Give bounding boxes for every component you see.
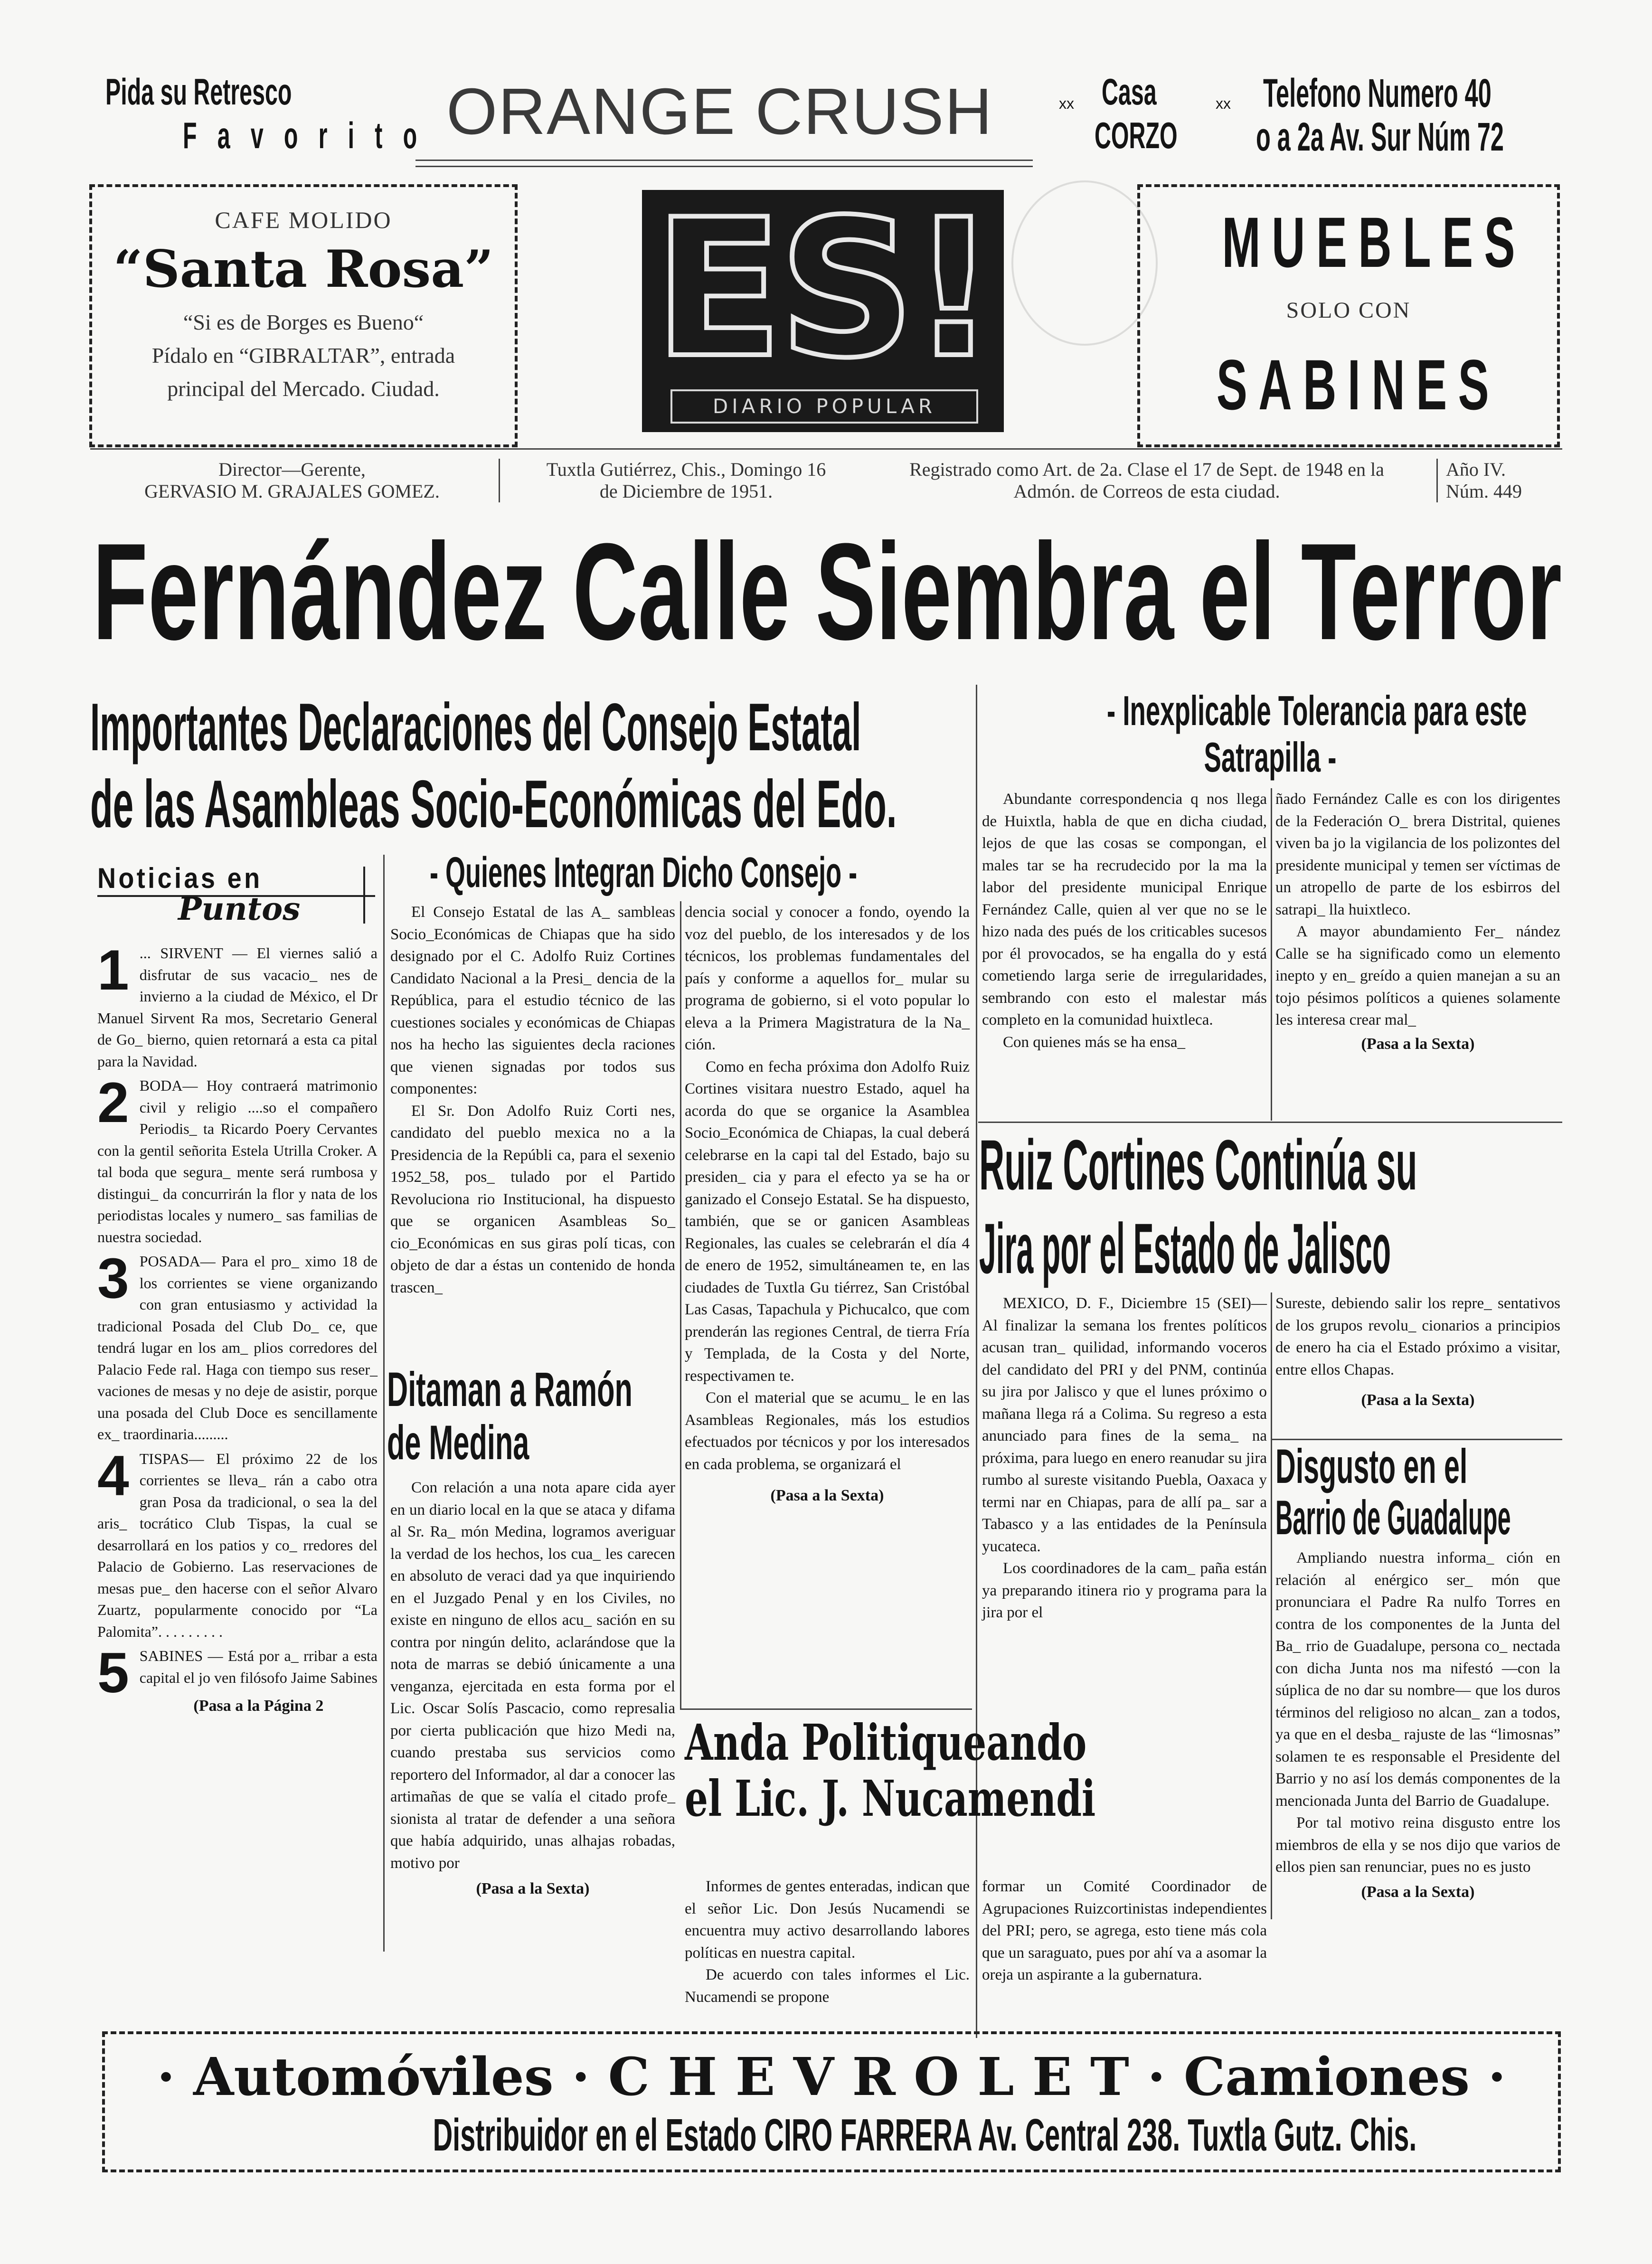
tolerancia-title — [978, 688, 1562, 734]
dateline-divider-2 — [1436, 459, 1438, 502]
ad-chevrolet — [102, 2031, 1561, 2172]
tolerancia-col2-p1: ñado Fernández Calle es con los dirigentes de la Federación O_ brera Distrital, quienes viven ba jo la vigilancia de los polizontes del presidente municipal y temen ser víctimas de un atropello de parte de los esbirros del satrapi_ lla huixtleco. — [1275, 791, 1560, 918]
disgusto-title-line2: Barrio de Guadalupe — [1275, 1490, 1511, 1545]
logo-title: ES! — [653, 179, 992, 400]
ruiz-pasa: (Pasa a la Sexta) — [1361, 1391, 1475, 1409]
dateline-director-label: Director—Gerente, — [218, 459, 366, 480]
noticias-column — [97, 938, 378, 1717]
ditaman-text: Con relación a una nota apare cida ayer en un diario local en la que se ataca y difama al Sr. Ra_ món Medina, logramos averiguar la verdad de los hechos, los cua_ les carecen en absoluto de veraci dad ya que inquiriendo en el Juzgado Penal y en los Civiles, no existe en ninguno de ellos acu_ sación en su contra por ningún delito, aclarándose que la nota de marras se debió únicamente a una venganza, ejercitada en esta forma por el Lic. Oscar Solís Pascacio, como represalia por cierta publicación que hizo Medi na, cuando prestaba sus servicios como reportero del Informador, al dar a conocer las artimañas de que se valía el citado profe_ sionista al tratar de defender a una señora que había adquirido, unas alhajas robadas, motivo por — [390, 1479, 675, 1872]
dateline-lugar-fecha — [506, 459, 867, 502]
masthead-xx-2: xx — [1216, 95, 1231, 112]
ad-cafe-line2: “Si es de Borges es Bueno“ — [183, 310, 424, 334]
dateline-anio-numero — [1446, 459, 1560, 502]
noticias-pasa: (Pasa a la Página 2 — [193, 1697, 324, 1715]
ditaman-text-block — [390, 1477, 675, 1900]
masthead-pida: Pida su Retresco — [105, 71, 292, 113]
ad-chevrolet-line1: · Automóviles · C H E V R O L E T · Camiones · — [157, 2046, 1506, 2107]
ad-muebles-line3: SABINES — [1216, 345, 1501, 424]
ad-cafe-line3: Pídalo en “GIBRALTAR”, entrada — [151, 343, 455, 368]
ad-chevrolet-line2: Distribuidor en el Estado CIRO FARRERA Av. Central 238. Tuxtla Gutz. Chis. — [433, 2110, 1417, 2160]
dateline-registro2: Admón. de Correos de esta ciudad. — [1013, 481, 1280, 502]
masthead-xx-1: xx — [1059, 95, 1074, 112]
column-rule-2 — [680, 901, 681, 1708]
main-headline: Fernández Calle Siembra el Terror — [93, 515, 1562, 669]
disgusto-title-line1: Disgusto en el — [1275, 1439, 1468, 1493]
dateline-numero: Núm. 449 — [1446, 481, 1522, 502]
dateline-anio: Año IV. — [1446, 459, 1506, 480]
noticias-item-5 — [97, 1641, 378, 1705]
noticias-item-text: TISPAS— El próximo 22 de los corrientes se lleva_ rán a cabo otra gran Posa da tradicional, o sea la del aris_ tocrático Club Tispas, la cual se desarrollará en los patios y co_ rredores del Palacio de Gobierno. Las reservaciones de mesas pue_ den hacerse con el señor Alvaro Zuartz, popularmente conocido por “La Palomita”. . . . . . . . . — [97, 1450, 378, 1640]
column-rule-3 — [1271, 788, 1272, 1121]
noticias-header-top: Noticias en — [97, 862, 263, 894]
tolerancia-title-line2: Satrapilla - — [1204, 734, 1337, 781]
ruiz-title-line1: Ruiz Cortines Continúa su — [979, 1125, 1417, 1205]
tolerancia-col1-p2: Con quienes más se ha ensa_ — [1003, 1033, 1185, 1051]
dateline-director — [95, 459, 489, 502]
ditaman-pasa: (Pasa a la Sexta) — [476, 1880, 590, 1897]
story1-col1-p1: El Consejo Estatal de las A_ sambleas Socio_Económicas de Chiapas que ha sido designado por el C. Adolfo Ruiz Cortines Candidato Nacional a la Presi_ dencia de la República, para el estudio técnico de las cuestiones sociales y económicas de Chiapas nos ha hecho las siguientes decla raciones que vienen signadas por todos sus componentes: — [390, 904, 675, 1097]
masthead-casa: Casa — [1102, 71, 1157, 113]
column-rule-1 — [383, 855, 385, 1952]
nucamendi-title-line1: Anda Politiqueando — [685, 1713, 1087, 1772]
story1-col2-p1: dencia social y conocer a fondo, oyendo la voz del pueblo, de los interesados y de los técnicos, los problemas fundamentales del país y conforme a aquellos for_ mular su programa de gobierno, si el voto popular lo eleva a la Primera Magistratura de la Na_ ción. — [685, 904, 970, 1053]
disgusto-text2: Por tal motivo reina disgusto entre los miembros de ella y se nos dijo que varios de ellos pien san renunciar, pues no es justo — [1275, 1814, 1560, 1876]
noticias-header-bracket — [363, 867, 365, 924]
ditaman-title-line1: Ditaman a Ramón — [387, 1362, 632, 1416]
noticias-item-number: 4 — [97, 1443, 129, 1508]
ad-cafe-line1: CAFE MOLIDO — [215, 207, 392, 233]
dateline-divider-1 — [499, 459, 500, 502]
masthead-direccion: o a 2a Av. Sur Núm 72 — [1256, 114, 1504, 159]
story1-col2 — [685, 901, 970, 1507]
column-rule-4 — [1271, 1292, 1272, 1919]
story1-pasa: (Pasa a la Sexta) — [770, 1487, 884, 1504]
story1-title-line1: Importantes Declaraciones del Consejo Estatal — [90, 689, 861, 765]
story1-col1 — [390, 901, 675, 1299]
noticias-header-script: Puntos — [178, 890, 301, 927]
masthead-brand-underline — [415, 160, 1033, 167]
ad-cafe-name: “Santa Rosa” — [113, 239, 494, 299]
story1-subtitle: - Quienes Integran Dicho Consejo - — [430, 849, 858, 896]
dateline-registro1: Registrado como Art. de 2a. Clase el 17 de Sept. de 1948 en la — [909, 459, 1384, 480]
ruiz-col1-p1: MEXICO, D. F., Diciembre 15 (SEI)— Al finalizar la semana los frentes políticos acusan tran_ quilidad, informando voceros del candidato del PRI y del PNM, continúa su jira por Jalisco y que el lunes próximo o mañana llega rá a Colima. Su regreso a esta anunciado para fines de la sema_ na próxima, para luego en enero reanudar su jira rumbo al sureste visitando Puebla, Oaxaca y termi nar en Chiapas, para de allí pa_ sar a Tabasco y a las entidades de la Península yucateca. — [982, 1295, 1267, 1555]
noticias-item-text: POSADA— Para el pro_ ximo 18 de los corrientes se viene organizando con gran entusiasmo y actividad la tradicional Posada del Club Do_ ce, que tendrá lugar en los am_ plios corredores del Palacio Fede ral. Haga con tiempo sus reser_ vaciones de mesas y no deje de asistir, porque una posada del Club Doce es sencillamente ex_ traordinaria......... — [97, 1253, 378, 1443]
ad-muebles-sabines — [1137, 184, 1560, 447]
masthead-favorito: F a v o r i t o — [183, 114, 425, 156]
masthead-telefono: Telefono Numero 40 — [1263, 71, 1492, 115]
noticias-item-text: BODA— Hoy contraerá matrimonio civil y religio ....so el compañero Periodis_ ta Ricardo Poery Cervantes con la gentil señorita Estela Utrilla Croker. A tal boda que segura_ mente será rumbosa y distingui_ da concurrirán la flor y nata de los periodistas locales y numero_ sas familias de nuestra sociedad. — [97, 1077, 378, 1245]
tolerancia-col1 — [982, 788, 1267, 1053]
ad-muebles-line1: MUEBLES — [1222, 202, 1526, 282]
tolerancia-col2-p2: A mayor abundamiento Fer_ nández Calle se ha significado como un elemento inepto y en_ greído a quien manejan a su an tojo pésimos políticos a quienes solamente les interesa crear mal_ — [1275, 923, 1560, 1028]
disgusto-text-block — [1275, 1547, 1560, 1903]
noticias-header — [97, 862, 375, 926]
ruiz-title-line2: Jira por el Estado de Jalisco — [979, 1208, 1391, 1288]
ad-cafe-santa-rosa — [89, 184, 518, 447]
masthead-corzo: CORZO — [1095, 114, 1178, 156]
ad-cafe-line4: principal del Mercado. Ciudad. — [167, 377, 440, 401]
noticias-item-3 — [97, 1246, 378, 1445]
noticias-item-2 — [97, 1071, 378, 1248]
nucamendi-col2-p1: formar un Comité Coordinador de Agrupaciones Ruizcortinistas independientes del PRI; pero, se agrega, esto tiene más cola que un saraguato, pues por ahí va a asomar la oreja un aspirante a la gubernatura. — [982, 1878, 1267, 1983]
tolerancia-col1-p1: Abundante correspondencia q nos llega de Huixtla, habla de que en dicha ciudad, lejos de que las cosas se compongan, el males tar se ha recrudecido por la ma la labor del presidente municipal Enrique Fernández Calle, quien al ver que no se le hizo nada des pués de los criticables sucesos por él provocados, se ha engalla do y está cometiendo larga serie de irregularidades, sembrando con esto el malestar más completo en la comunidad huixtleca. — [982, 791, 1267, 1028]
noticias-item-number: 5 — [97, 1641, 129, 1705]
dateline-registro — [862, 459, 1432, 502]
dateline-fecha: de Diciembre de 1951. — [599, 481, 773, 502]
ruiz-col1-p2: Los coordinadores de la cam_ paña están ya preparando itinera rio y programa para la jira por el — [982, 1560, 1267, 1621]
story1-col2-p2: Como en fecha próxima don Adolfo Ruiz Cortines visitara nuestro Estado, aquel ha acorda do que se organice la Asamblea Socio_Económica de Chiapas, la cual deberá celebrarse en la capi tal del Estado, bajo su presiden_ cia y para el efecto ya se ha or ganizado el Consejo Estatal. Se ha dispuesto, también, que se or ganicen Asambleas Regionales, las cuales se celebrarán el día 4 de enero de 1952, simultáneamen te, en las ciudades de Tuxtla Gu tiérrez, San Cristóbal Las Casas, Tapachula y Pichucalco, que com prenderán las regiones Central, de tierra Fría y Templada, de la Costa y del Norte, respectivamen te. — [685, 1058, 970, 1385]
noticias-item-1 — [97, 938, 378, 1072]
masthead-orange-crush: ORANGE CRUSH — [446, 75, 993, 148]
tolerancia-pasa: (Pasa a la Sexta) — [1361, 1035, 1475, 1053]
ruiz-rule — [978, 1122, 1562, 1123]
nucamendi-col1-p1: Informes de gentes enteradas, indican que el señor Lic. Don Jesús Nucamendi se encuentra muy activo desarrollando labores políticas en nuestra capital. — [685, 1878, 970, 1962]
ditaman-title-line2: de Medina — [387, 1415, 529, 1470]
dateline-director-name: GERVASIO M. GRAJALES GOMEZ. — [144, 481, 440, 502]
disgusto-text: Ampliando nuestra informa_ ción en relación al enérgico ser_ món que pronunciara el Padre Ra nulfo Torres en contra de los componentes de la Junta del Ba_ rrio de Guadalupe, persona co_ nectada con dicha Junta nos ma nifestó —con la súplica de no dar su nombre— que los duros términos del religioso no alcan_ zan a todos, ya que en el desba_ rajuste de las “limosnas” solamen te es responsable el Presidente del Barrio y no así los demás componentes de la mencionada Junta del Barrio de Guadalupe. — [1275, 1549, 1560, 1810]
ruiz-col1 — [982, 1292, 1267, 1624]
noticias-item-text: ... SIRVENT — El viernes salió a disfrutar de sus vacacio_ nes de invierno a la ciudad de México, el Dr Manuel Sirvent Ra mos, Secretario General de Go_ bierno, quien retornará a esta ca pital para la Navidad. — [97, 944, 378, 1070]
dateline-rule-top — [90, 448, 1562, 450]
ad-chevrolet-line2-wrap — [105, 2110, 1558, 2160]
noticias-item-number: 1 — [97, 938, 129, 1002]
stamp-seal — [1011, 180, 1158, 346]
nucamendi-title-line2: el Lic. J. Nucamendi — [685, 1769, 1096, 1828]
story1-title-line2: de las Asambleas Socio-Económicas del Edo. — [90, 766, 897, 842]
logo-es-diario-popular — [642, 179, 1004, 432]
disgusto-pasa: (Pasa a la Sexta) — [1361, 1883, 1475, 1901]
story1-col2-p3: Con el material que se acumu_ le en las Asambleas Regionales, más los estudios efectuados por técnicos y por los interesados en cada problema, se organizará el — [685, 1389, 970, 1473]
noticias-item-number: 2 — [97, 1071, 129, 1134]
logo-subtitle: DIARIO POPULAR — [670, 389, 978, 424]
nucamendi-col1 — [685, 1876, 970, 2008]
ad-muebles-line2: SOLO CON — [1286, 298, 1411, 323]
nucamendi-rule — [680, 1708, 972, 1710]
column-rule-main — [976, 685, 977, 2038]
story1-col1-p2: El Sr. Don Adolfo Ruiz Corti nes, candidato del pueblo mexica no a la Presidencia de la Repúbli ca, para el sexenio 1952_58, pos_ tulado por el Partido Revoluciona rio Institucional, ha dispuesto que se organicen Asambleas So_ cio_Económicas en sus giras polí ticas, con objeto de dar a éstas un contenido de honda trascen_ — [390, 1102, 675, 1296]
noticias-item-4 — [97, 1443, 378, 1643]
tolerancia-title-line1: - Inexplicable Tolerancia para este — [1107, 687, 1527, 734]
ruiz-col2 — [1275, 1292, 1560, 1412]
dateline-lugar: Tuxtla Gutiérrez, Chis., Domingo 16 — [546, 459, 826, 480]
nucamendi-col2 — [982, 1876, 1267, 1986]
noticias-item-text: SABINES — Está por a_ rribar a esta capital el jo ven filósofo Jaime Sabines — [139, 1647, 378, 1686]
noticias-item-number: 3 — [97, 1246, 129, 1310]
ruiz-col2-p1: Sureste, debiendo salir los repre_ sentativos de los grupos revolu_ cionarios a principios de enero ha cia el Estado próximo a visitar, entre ellos Chapas. — [1275, 1295, 1560, 1378]
nucamendi-col1-p2: De acuerdo con tales informes el Lic. Nucamendi se propone — [685, 1966, 970, 2006]
tolerancia-title-2 — [978, 734, 1562, 781]
tolerancia-col2 — [1275, 788, 1560, 1055]
